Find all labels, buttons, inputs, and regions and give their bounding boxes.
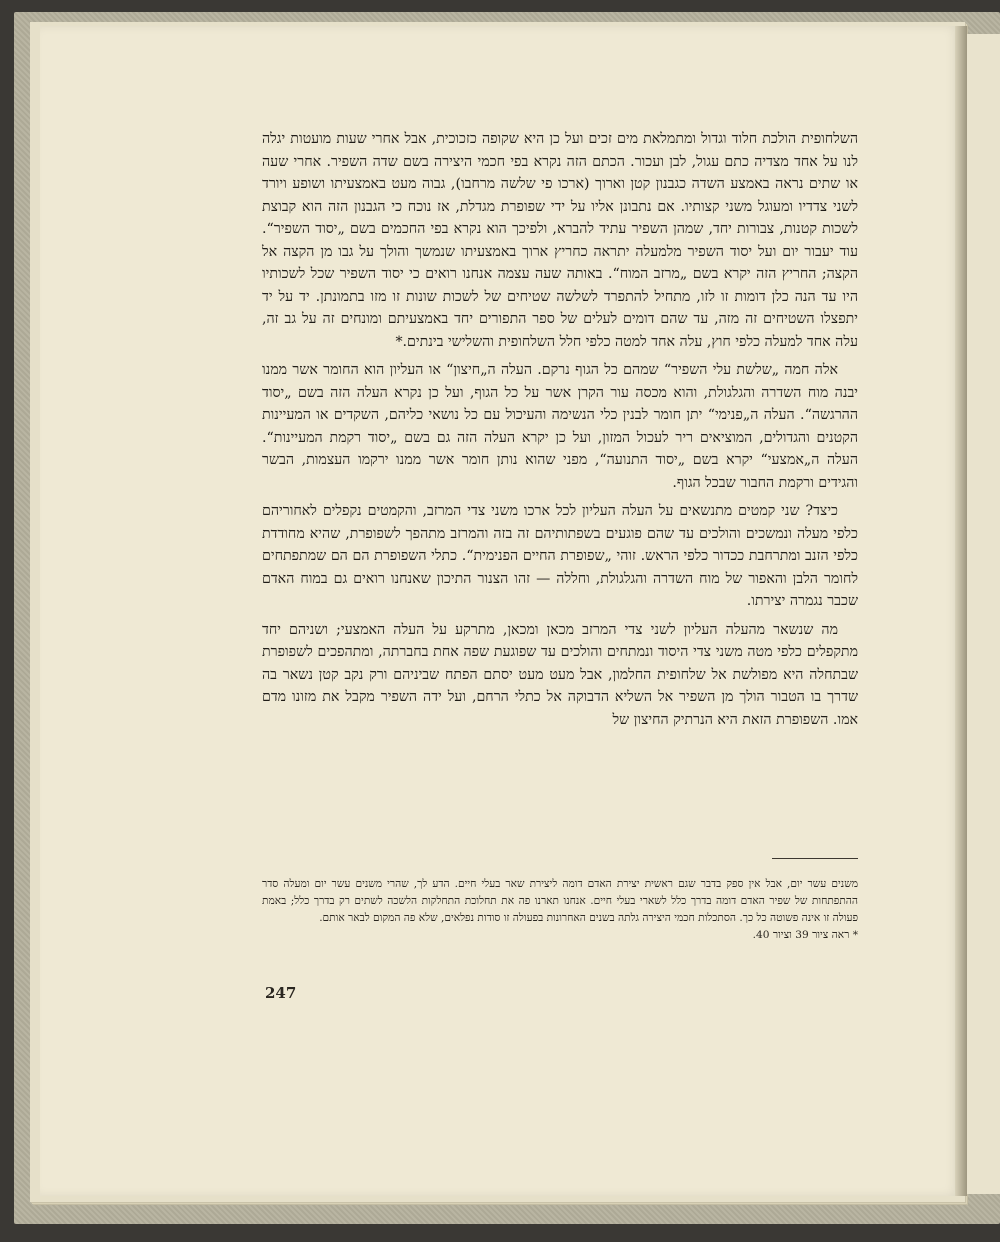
paragraph: השלחופית הולכת חלוד וגדול ומתמלאת מים זכים ועל כן היא שקופה כזכוכית, אבל אחרי שעות מועטות יגלה לנו על אחד מצדיה כתם עגול, לבן ועכור. הכתם הזה נקרא בפי חכמי היצירה בשם שדה השפיר. אחרי שעה או שתים נראה באמצע השדה כגבנון קטן וארוך (ארכו פי שלשה מרחבו), גבוה מעט באמצעיתו ושופע ויורד לשני צדדיו ומעוגל משני קצותיו. אם נתבונן אליו על ידי שפופרת מגדלת, אז נוכח כי הגבנון הזה הוא קבוצת לשכות קטנות, צבורות יחד, שמהן השפיר עתיד להברא, ולפיכך הוא נקרא בפי החכמים בשם „יסוד השפיר“. עוד יעבור יום ועל יסוד השפיר מלמעלה יתראה כחריץ ארוך באמצעיתו שנמשך והולך על גבו מן הקצה אל הקצה; החריץ הזה יקרא בשם „מרזב המוח“. באותה שעה עצמה אנחנו רואים כי יסוד השפיר שכל לשכותיו היו עד הנה כלן דומות זו לזו, מתחיל להתפרד לשלשה שטיחים של לשכות שונות זו מזו בתמונתן. יד על יד יתפצלו השטיחים זה מזה, עד שהם דומים לעלים של ספר התפורים יחד באמצעיתם ומונחים זה על גב זה, עלה אחד למעלה כלפי חוץ, עלה אחד למטה כלפי חלל השלחופית והשלישי בינתים.* [262, 131, 858, 350]
footnote: משנים עשר יום, אבל אין ספק בדבר שגם ראשית יצירת האדם דומה ליצירת שאר בעלי חיים. הדע לך, שהרי משנים עשר יום ומעלה סדר ההתפתחות של שפיר האדם דומה בדרך כלל לשארי בעלי חיים. אנחנו תארנו פה את תחלוכת התחלקות הלשכה לשתים רק בדרך כלל; באמת פעולה זו אינה פשוטה כל כך. הסתכלות חכמי היצירה גלתה בשנים האחרונות בפעולה זו סודות נפלאים, שלא פה המקום לבאר אותם. [262, 878, 858, 924]
footnotes [262, 876, 858, 944]
paragraph: מה שנשאר מהעלה העליון לשני צדי המרזב מכאן ומכאן, מתרקע על העלה האמצעי; ושניהם יחד מתקפלים כלפי מטה משני צדי היסוד ונמתחים והולכים עד שפוגעת שפה אחת בחברתה, ומתהפכים לשפופרת שבתחלה היא מפולשת אל שלחופית החלמון, אבל מעט מעט יסתם הפתח שביניהם ורק נקב קטן נשאר בה שדרך בו הטבור הולך מן השפיר אל השליא הדבוקה אל כתלי הרחם, ועל ידה השפיר מקבל את מזונו מדם אמו. השפופרת הזאת היא הנרתיק החיצון של [262, 621, 858, 728]
paragraph: אלה חמה „שלשת עלי השפיר“ שמהם כל הגוף נרקם. העלה ה„חיצון“ או העליון הוא החומר אשר ממנו יבנה מוח השדרה והגלגולת, והוא מכסה עור הקרן אשר על כל הגוף, ועל כן נקרא העלה הזה בשם „יסוד ההרגשה“. העלה ה„פנימי“ יתן חומר לבנין כלי הנשימה והעיכול עם כל נושאי כליהם, השקדים או המעיינות הקטנים והגדולים, המוציאים ריר לעכול המזון, ועל כן יקרא העלה הזה גם בשם „יסוד רקמת המעיינות“. העלה ה„אמצעי“ יקרא בשם „יסוד התנועה“, מפני שהוא נותן חומר אשר ממנו ירקמו העצמות, הבשר והגידים ורקמת החבור שבכל הגוף. [262, 362, 858, 491]
book-gutter [955, 26, 967, 1196]
footnote-figure-reference: * ראה ציור 39 וציור 40. [752, 929, 858, 941]
paragraph: כיצד? שני קמטים מתנשאים על העלה העליון לכל ארכו משני צדי המרזב, והקמטים נקפלים לאחוריהם כלפי מעלה ונמשכים והולכים עד שהם פוגעים בשפתותיהם זה בזה והמרזב מתהפך לשפופרת, שהיא מחודדת כלפי הזנב ומתרחבת ככדור כלפי הראש. זוהי „שפופרת החיים הפנימית“. כתלי השפופרת הם הם שמתפתחים לחומר הלבן והאפור של מוח השדרה והגלגולת, וחללה — זהו הצנור התיכון שאנחנו רואים גם במוח האדם שכבר נגמרה יצירתו. [262, 503, 858, 609]
page-number: 247 [265, 984, 297, 1002]
main-text [262, 128, 858, 737]
facing-page-edge [967, 34, 1000, 1194]
footnote-divider [772, 858, 858, 859]
